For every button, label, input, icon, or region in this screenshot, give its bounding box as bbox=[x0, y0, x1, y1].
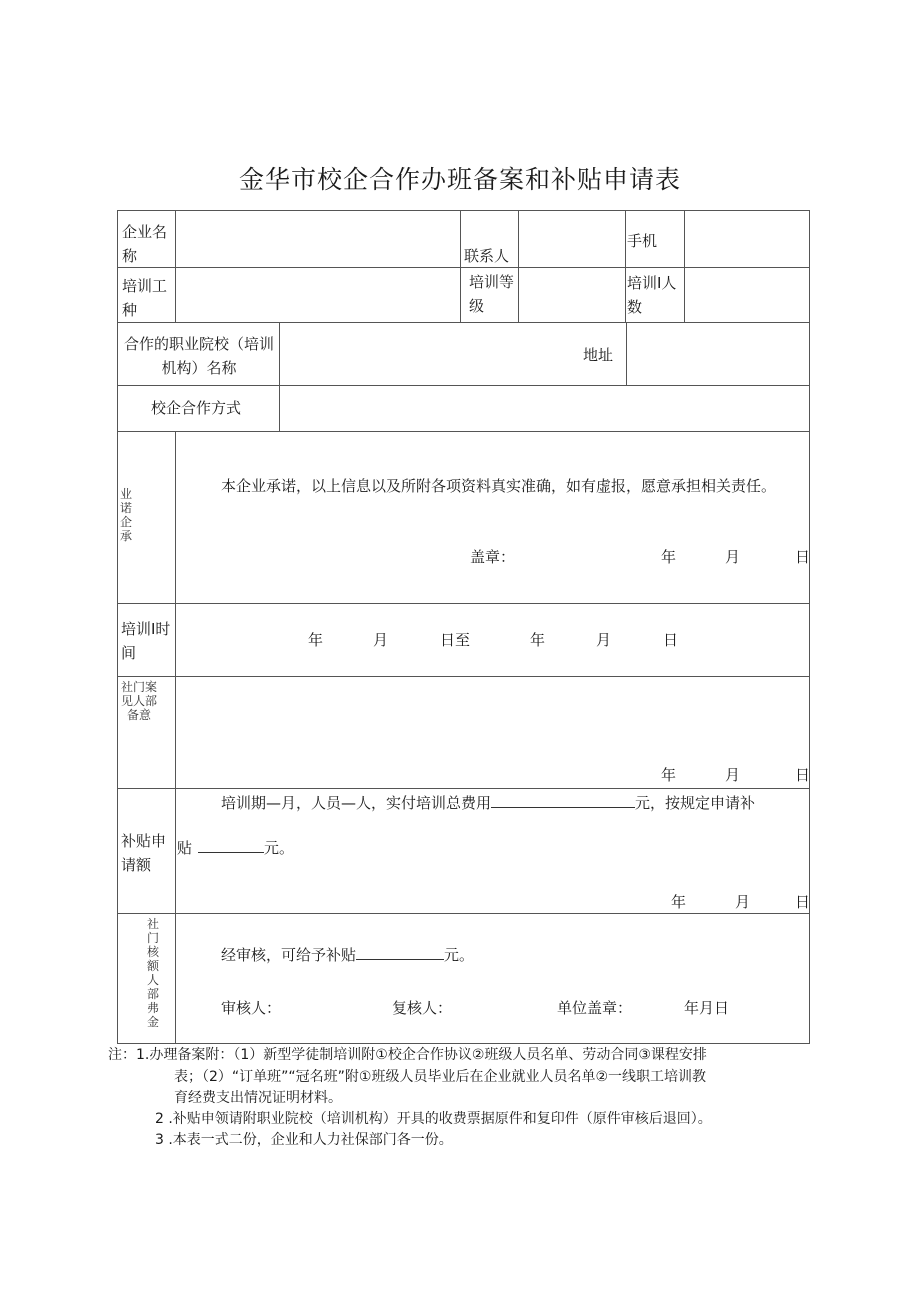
label-trade: 培训工种 bbox=[122, 277, 168, 319]
period-day-to[interactable]: 日至 bbox=[440, 631, 471, 649]
period-year-2[interactable]: 年 bbox=[530, 631, 546, 649]
review-date: 年月日 bbox=[684, 999, 730, 1017]
period-month-1[interactable]: 月 bbox=[373, 631, 389, 649]
label-subsidy: 补贴申请额 bbox=[121, 832, 167, 874]
subsidy-day: 日 bbox=[795, 893, 811, 911]
row-line bbox=[117, 788, 810, 789]
commitment-seal[interactable]: 盖章： bbox=[470, 548, 516, 566]
label-review: 社门核额人部弗金 bbox=[147, 917, 160, 1029]
coop-mode-field[interactable] bbox=[280, 386, 809, 431]
headcount-field[interactable] bbox=[685, 268, 809, 322]
review-rechecker[interactable]: 复核人： bbox=[392, 999, 453, 1017]
label-level: 培训等级 bbox=[469, 273, 515, 315]
period-month-2[interactable]: 月 bbox=[596, 631, 612, 649]
subsidy-year: 年 bbox=[671, 893, 687, 911]
period-day-2[interactable]: 日 bbox=[663, 631, 679, 649]
label-commitment: 业诺企承 bbox=[120, 487, 133, 543]
level-field[interactable] bbox=[519, 268, 625, 322]
note-1-line-3: 育经费支出情况证明材料。 bbox=[174, 1090, 342, 1106]
col-line bbox=[625, 210, 626, 322]
label-contact: 联系人 bbox=[464, 247, 510, 265]
commitment-month: 月 bbox=[725, 548, 741, 566]
label-address: 地址 bbox=[583, 346, 614, 364]
review-line-1b: 元。 bbox=[444, 946, 475, 964]
hr-day: 日 bbox=[795, 766, 811, 784]
subsidy-month: 月 bbox=[735, 893, 751, 911]
commitment-year: 年 bbox=[661, 548, 677, 566]
label-hr-opinion: 社门案见人部备意 bbox=[120, 680, 157, 722]
hr-month: 月 bbox=[725, 766, 741, 784]
label-company-name: 企业名称 bbox=[122, 223, 168, 265]
note-2: 2 .补贴申领请附职业院校（培训机构）开具的收费票据原件和复印件（原件审核后退回）。 bbox=[155, 1111, 712, 1127]
contact-field[interactable] bbox=[519, 211, 625, 267]
company-name-field[interactable] bbox=[176, 211, 460, 267]
col-line bbox=[460, 210, 461, 322]
subsidy-line-2 bbox=[177, 836, 294, 860]
subsidy-total-blank[interactable] bbox=[491, 792, 635, 808]
mobile-field[interactable] bbox=[685, 211, 809, 267]
col-line bbox=[117, 210, 118, 1044]
note-3: 3 .本表一式二份，企业和人力社保部门各一份。 bbox=[155, 1132, 453, 1148]
trade-field[interactable] bbox=[176, 268, 460, 322]
row-line bbox=[117, 603, 810, 604]
period-year-1[interactable]: 年 bbox=[308, 631, 324, 649]
label-mobile: 手机 bbox=[627, 232, 658, 250]
note-1-line-1: 注：1.办理备案附：（1）新型学徒制培训附①校企合作协议②班级人员名单、劳动合同③课程安排 bbox=[108, 1047, 707, 1063]
label-school: 合作的职业院校（培训机构）名称 bbox=[123, 335, 274, 377]
row-line bbox=[117, 913, 810, 914]
subsidy-line-2b: 元。 bbox=[264, 839, 295, 857]
commitment-day: 日 bbox=[795, 548, 811, 566]
review-line-1a: 经审核，可给予补贴 bbox=[221, 946, 357, 964]
col-line bbox=[809, 210, 810, 1044]
label-period: 培训Ⅰ时间 bbox=[121, 620, 171, 662]
hr-year: 年 bbox=[661, 766, 677, 784]
subsidy-line-1b: 元，按规定申请补 bbox=[635, 794, 756, 812]
label-headcount: 培训Ⅰ人数 bbox=[627, 274, 677, 316]
hr-opinion-field[interactable] bbox=[176, 677, 809, 762]
review-amount-blank[interactable] bbox=[356, 944, 444, 960]
address-field[interactable] bbox=[627, 323, 809, 385]
note-1-line-2: 表；（2）“订单班”“冠名班”附①班级人员毕业后在企业就业人员名单②一线职工培训教 bbox=[174, 1069, 707, 1085]
subsidy-line-2a: 贴 bbox=[177, 839, 193, 857]
subsidy-amount-blank[interactable] bbox=[198, 837, 264, 853]
subsidy-line-1a: 培训期—月，人员—人，实付培训总费用 bbox=[221, 794, 492, 812]
row-line bbox=[117, 431, 810, 432]
review-unit-seal[interactable]: 单位盖章： bbox=[557, 999, 633, 1017]
form-title: 金华市校企合作办班备案和补贴申请表 bbox=[238, 165, 681, 194]
review-line-1 bbox=[221, 943, 474, 967]
commitment-text: 本企业承诺，以上信息以及所附各项资料真实准确，如有虚报，愿意承担相关责任。 bbox=[221, 477, 777, 495]
review-auditor[interactable]: 审核人： bbox=[221, 999, 282, 1017]
label-coop-mode: 校企合作方式 bbox=[151, 399, 242, 417]
subsidy-line-1 bbox=[221, 791, 755, 815]
school-field[interactable] bbox=[280, 323, 580, 385]
